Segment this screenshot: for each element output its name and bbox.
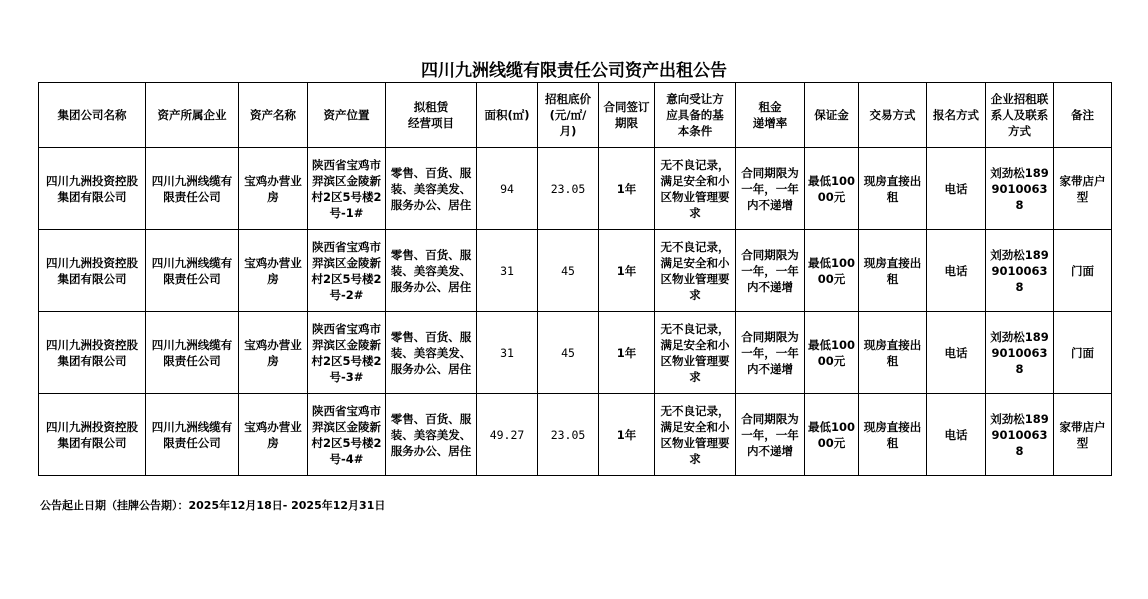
cell-business: 零售、百货、服装、美容美发、服务办公、居住: [386, 312, 477, 394]
cell-remark: 家带店户型: [1054, 148, 1112, 230]
cell-trade-method: 现房直接出租: [859, 230, 927, 312]
header-row: [39, 83, 1112, 148]
cell-signup: 电话: [927, 230, 986, 312]
cell-asset-name: 宝鸡办营业房: [239, 394, 308, 476]
cell-deposit: 最低10000元: [805, 148, 859, 230]
cell-remark: 门面: [1054, 312, 1112, 394]
cell-conditions: 无不良记录，满足安全和小区物业管理要求: [655, 312, 736, 394]
cell-company: 四川九洲线缆有限责任公司: [146, 148, 239, 230]
cell-contact: 刘劲松18990100638: [986, 312, 1054, 394]
cell-remark: 门面: [1054, 230, 1112, 312]
cell-term: 1年: [599, 312, 655, 394]
cell-deposit: 最低10000元: [805, 394, 859, 476]
cell-location: 陕西省宝鸡市羿滨区金陵新村2区5号楼2号-4#: [308, 394, 386, 476]
col-header-location: 资产位置: [308, 83, 386, 148]
cell-base-price: 23.05: [538, 394, 599, 476]
col-header-deposit: 保证金: [805, 83, 859, 148]
cell-conditions: 无不良记录，满足安全和小区物业管理要求: [655, 394, 736, 476]
col-header-area: 面积(㎡): [477, 83, 538, 148]
col-header-company: 资产所属企业: [146, 83, 239, 148]
cell-signup: 电话: [927, 148, 986, 230]
cell-area: 94: [477, 148, 538, 230]
cell-trade-method: 现房直接出租: [859, 148, 927, 230]
cell-asset-name: 宝鸡办营业房: [239, 148, 308, 230]
cell-company: 四川九洲线缆有限责任公司: [146, 394, 239, 476]
cell-area: 31: [477, 312, 538, 394]
table-row: [39, 312, 1112, 394]
cell-term: 1年: [599, 148, 655, 230]
cell-business: 零售、百货、服装、美容美发、服务办公、居住: [386, 394, 477, 476]
table-row: [39, 394, 1112, 476]
cell-increase: 合同期限为一年，一年内不递增: [736, 312, 805, 394]
cell-contact: 刘劲松18990100638: [986, 148, 1054, 230]
col-header-term: 合同签订 期限: [599, 83, 655, 148]
page-title: 四川九洲线缆有限责任公司资产出租公告: [421, 61, 727, 81]
cell-base-price: 45: [538, 230, 599, 312]
cell-business: 零售、百货、服装、美容美发、服务办公、居住: [386, 148, 477, 230]
table-row: [39, 148, 1112, 230]
cell-group: 四川九洲投资控股集团有限公司: [39, 312, 146, 394]
cell-trade-method: 现房直接出租: [859, 394, 927, 476]
lease-table: [38, 82, 1112, 476]
cell-increase: 合同期限为一年，一年内不递增: [736, 394, 805, 476]
col-header-contact: 企业招租联 系人及联系 方式: [986, 83, 1054, 148]
col-header-group: 集团公司名称: [39, 83, 146, 148]
announcement-period: 公告起止日期（挂牌公告期）：2025年12月18日- 2025年12月31日: [40, 499, 386, 512]
cell-company: 四川九洲线缆有限责任公司: [146, 312, 239, 394]
cell-conditions: 无不良记录，满足安全和小区物业管理要求: [655, 148, 736, 230]
cell-contact: 刘劲松18990100638: [986, 394, 1054, 476]
cell-group: 四川九洲投资控股集团有限公司: [39, 148, 146, 230]
cell-deposit: 最低10000元: [805, 230, 859, 312]
cell-asset-name: 宝鸡办营业房: [239, 230, 308, 312]
cell-contact: 刘劲松18990100638: [986, 230, 1054, 312]
cell-term: 1年: [599, 230, 655, 312]
cell-increase: 合同期限为一年，一年内不递增: [736, 230, 805, 312]
cell-business: 零售、百货、服装、美容美发、服务办公、居住: [386, 230, 477, 312]
cell-group: 四川九洲投资控股集团有限公司: [39, 394, 146, 476]
cell-term: 1年: [599, 394, 655, 476]
col-header-trade-method: 交易方式: [859, 83, 927, 148]
cell-location: 陕西省宝鸡市羿滨区金陵新村2区5号楼2号-1#: [308, 148, 386, 230]
cell-location: 陕西省宝鸡市羿滨区金陵新村2区5号楼2号-2#: [308, 230, 386, 312]
cell-asset-name: 宝鸡办营业房: [239, 312, 308, 394]
col-header-base-price: 招租底价 (元/㎡/ 月): [538, 83, 599, 148]
cell-increase: 合同期限为一年，一年内不递增: [736, 148, 805, 230]
cell-group: 四川九洲投资控股集团有限公司: [39, 230, 146, 312]
cell-remark: 家带店户型: [1054, 394, 1112, 476]
cell-area: 49.27: [477, 394, 538, 476]
cell-base-price: 45: [538, 312, 599, 394]
cell-signup: 电话: [927, 312, 986, 394]
cell-conditions: 无不良记录，满足安全和小区物业管理要求: [655, 230, 736, 312]
cell-signup: 电话: [927, 394, 986, 476]
cell-area: 31: [477, 230, 538, 312]
col-header-conditions: 意向受让方 应具备的基 本条件: [655, 83, 736, 148]
table-row: [39, 230, 1112, 312]
cell-base-price: 23.05: [538, 148, 599, 230]
col-header-increase: 租金 递增率: [736, 83, 805, 148]
cell-deposit: 最低10000元: [805, 312, 859, 394]
cell-company: 四川九洲线缆有限责任公司: [146, 230, 239, 312]
col-header-business: 拟租赁 经营项目: [386, 83, 477, 148]
col-header-asset-name: 资产名称: [239, 83, 308, 148]
cell-location: 陕西省宝鸡市羿滨区金陵新村2区5号楼2号-3#: [308, 312, 386, 394]
cell-trade-method: 现房直接出租: [859, 312, 927, 394]
col-header-remark: 备注: [1054, 83, 1112, 148]
col-header-signup: 报名方式: [927, 83, 986, 148]
